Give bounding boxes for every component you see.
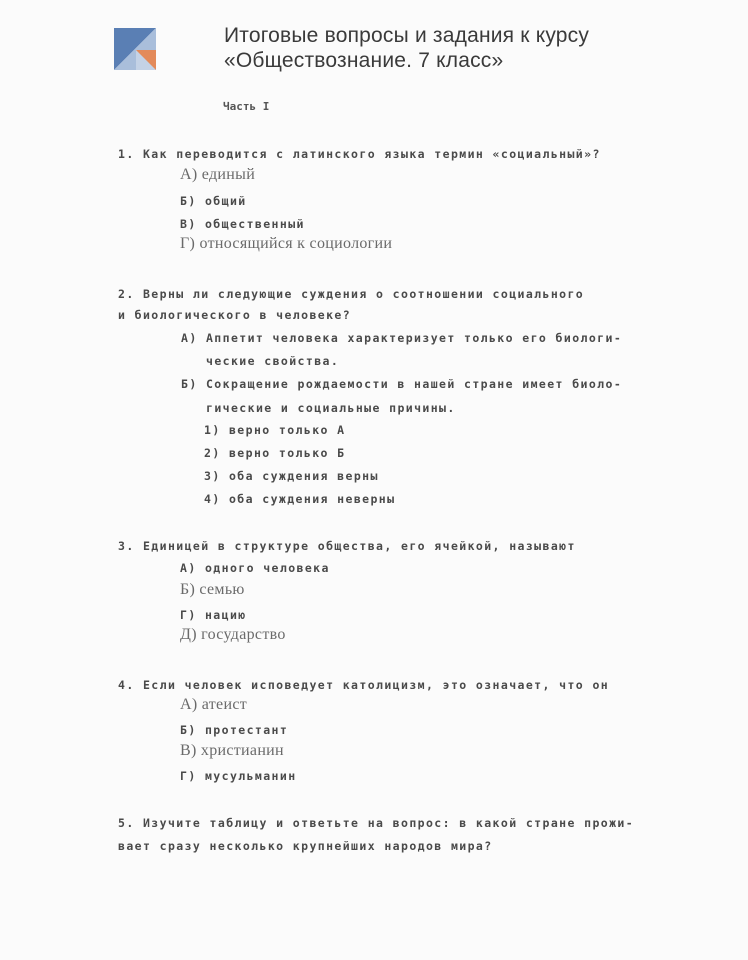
- question-5-line1: 5. Изучите таблицу и ответьте на вопрос: в какой стране прожи-: [118, 816, 635, 830]
- question-2-statement-a-line1: А) Аппетит человека характеризует только его биологи-: [181, 331, 623, 345]
- question-3-option-b: Б) семью: [180, 581, 245, 598]
- question-2-option-1: 1) верно только А: [204, 423, 346, 437]
- question-2-option-3: 3) оба суждения верны: [204, 469, 379, 483]
- question-4-option-d: Г) мусульманин: [180, 769, 297, 783]
- question-3-option-d: Д) государство: [180, 626, 286, 643]
- part-label: Часть I: [223, 100, 270, 113]
- question-3: 3. Единицей в структуре общества, его ячейкой, называют: [118, 539, 576, 553]
- question-4-option-a: А) атеист: [180, 696, 248, 713]
- question-2-line2: и биологического в человеке?: [118, 308, 352, 322]
- question-2-statement-b-line2: гические и социальные причины.: [206, 401, 456, 415]
- question-1-option-d: Г) относящийся к социологии: [180, 235, 393, 252]
- question-2-statement-a-line2: ческие свойства.: [206, 354, 340, 368]
- question-4-option-b: Б) протестант: [180, 723, 289, 737]
- question-2-statement-b-line1: Б) Сокращение рождаемости в нашей стране имеет биоло-: [181, 377, 623, 391]
- question-4-option-c: В) христианин: [180, 742, 284, 759]
- question-5-line2: вает сразу несколько крупнейших народов мира?: [118, 839, 493, 853]
- book-corner-logo-icon: [114, 28, 156, 70]
- question-1-option-c: В) общественный: [180, 217, 305, 231]
- question-1-option-b: Б) общий: [180, 194, 247, 208]
- question-3-option-a: А) одного человека: [180, 561, 330, 575]
- question-1-option-a: А) единый: [180, 166, 256, 183]
- question-2-option-2: 2) верно только Б: [204, 446, 346, 460]
- question-1: 1. Как переводится с латинского языка термин «социальный»?: [118, 147, 601, 161]
- question-4: 4. Если человек исповедует католицизм, это означает, что он: [118, 678, 610, 692]
- question-2-line1: 2. Верны ли следующие суждения о соотношении социального: [118, 287, 585, 301]
- question-2-option-4: 4) оба суждения неверны: [204, 492, 396, 506]
- document-title-line1: Итоговые вопросы и задания к курсу: [224, 24, 590, 47]
- document-title-line2: «Обществознание. 7 класс»: [224, 49, 504, 72]
- question-3-option-c: Г) нацию: [180, 608, 247, 622]
